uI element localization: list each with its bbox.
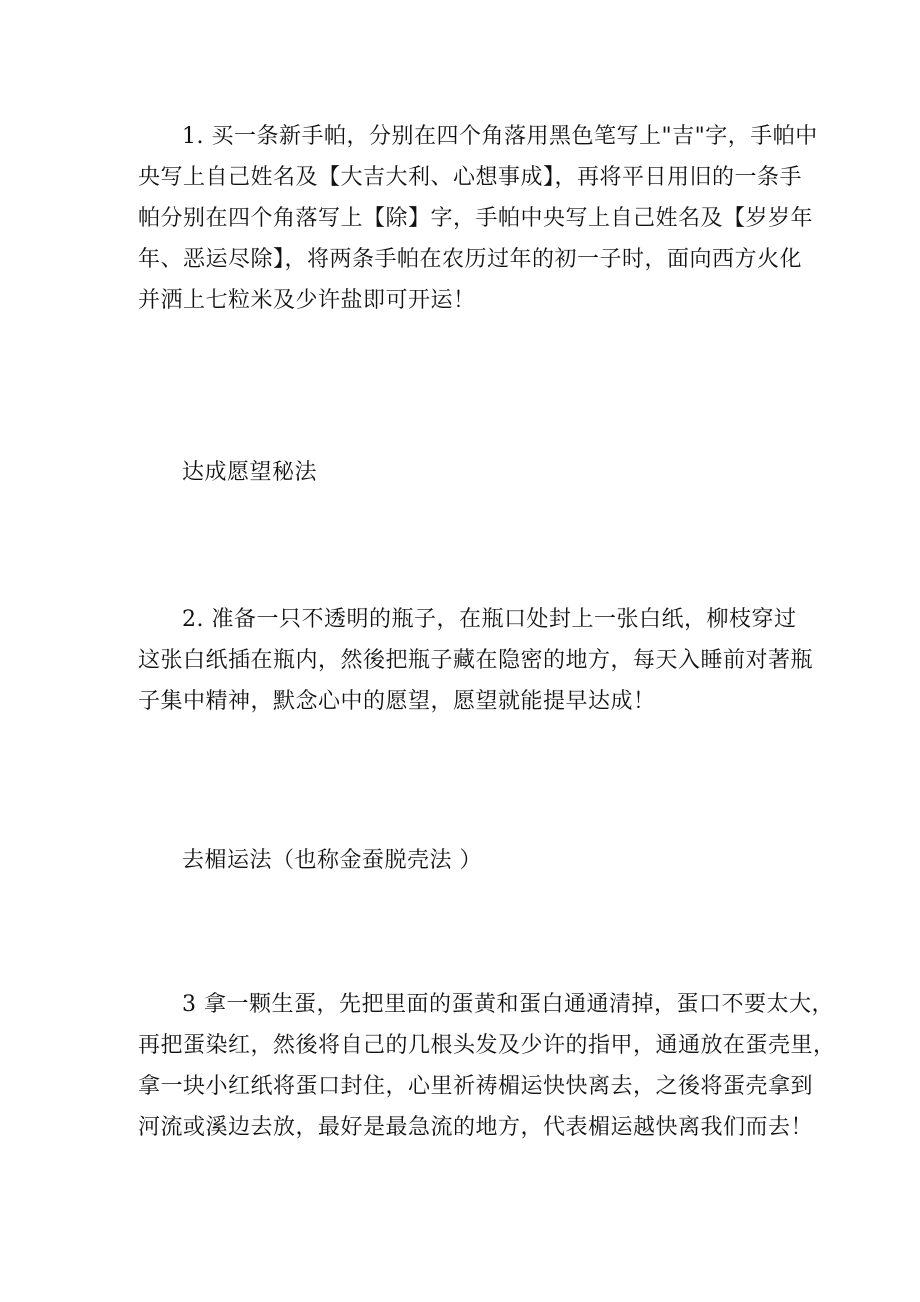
paragraph-line: 央写上自己姓名及【大吉大利、心想事成】，再将平日用旧的一条手 (138, 165, 803, 190)
paragraph-line: 河流或溪边去放，最好是最急流的地方，代表楣运越快离我们而去！ (138, 1115, 814, 1140)
paragraph-line: 并洒上七粒米及少许盐即可开运！ (138, 288, 476, 313)
paragraph-egg-ritual (138, 984, 836, 1148)
paragraph-bottle-ritual (138, 599, 814, 722)
paragraph-line: 1. 买一条新手帕，分别在四个角落用黑色笔写上"吉"字，手帕中 (182, 124, 818, 149)
paragraph-line: 帕分别在四个角落写上【除】字，手帕中央写上自己姓名及【岁岁年 (138, 206, 814, 231)
section-heading-bad-luck: 去楣运法（也称金蚕脱壳法 ） (182, 848, 482, 873)
section-heading-wish: 达成愿望秘法 (182, 460, 318, 485)
paragraph-line: 年、恶运尽除】，将两条手帕在农历过年的初一子时，面向西方火化 (138, 247, 803, 272)
paragraph-line: 这张白纸插在瓶内，然後把瓶子藏在隐密的地方，每天入睡前对著瓶 (138, 648, 814, 673)
paragraph-line: 子集中精神，默念心中的愿望，愿望就能提早达成！ (138, 689, 656, 714)
paragraph-line: 拿一块小红纸将蛋口封住，心里祈祷楣运快快离去，之後将蛋壳拿到 (138, 1074, 814, 1099)
paragraph-line: 2. 准备一只不透明的瓶子，在瓶口处封上一张白纸，柳枝穿过 (182, 607, 797, 632)
paragraph-line: 3 拿一颗生蛋，先把里面的蛋黄和蛋白通通清掉，蛋口不要太大， (182, 992, 834, 1017)
paragraph-line: 再把蛋染红，然後将自己的几根头发及少许的指甲，通通放在蛋壳里， (138, 1033, 836, 1058)
paragraph-handkerchief-ritual (138, 116, 818, 321)
